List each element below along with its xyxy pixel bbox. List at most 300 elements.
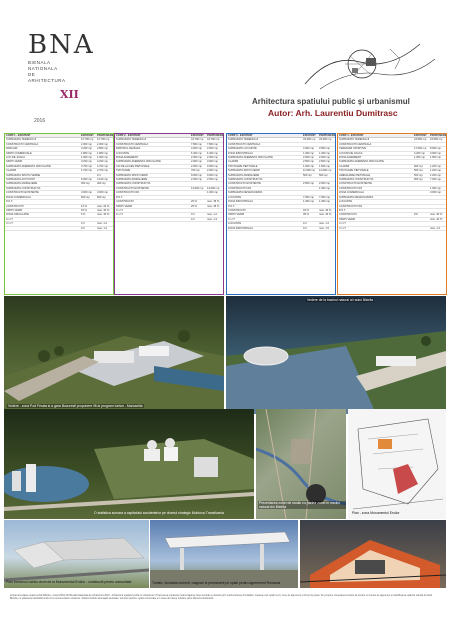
table-cell: 24.500 mp [414,138,427,142]
table-cell: SPATII COMERCIALE [6,151,32,155]
table-cell: 500 mp [414,173,423,177]
table-cell: 1.200 mp [430,164,441,168]
table-cell: 44.700 mp [191,138,204,142]
table-cell: 2% [414,213,418,217]
table-cell [319,205,335,208]
table-cell: 12.700 mp [97,138,110,142]
table-cell: 11.500 mp [303,169,316,173]
table-cell: 1.500 mp [319,164,330,168]
table-cell: CONSTRUCTII NOI [339,204,363,208]
table-cell: 12.000 mp [319,169,332,173]
table-cell: 500 mp [319,173,328,177]
table-cell: SUPRAFATA CONSTRUCTIA [228,178,263,182]
table-cell: SUPRAFATA AFERENTA CIRCULATIE [228,156,273,160]
table-cell: 2.000 mp [191,156,202,160]
table-cell: 2.500 mp [319,160,330,164]
table-cell [414,191,430,194]
table-cell [81,174,97,177]
table-cell: 1.500 mp [430,156,441,160]
table-cell: 4.200 mp [97,160,108,164]
table-cell: 2.700 mp [97,169,108,173]
table-row [115,218,223,222]
table-cell [414,200,430,203]
table-cell: SPATII VERZI [339,217,356,221]
col-header: EXISTENT [81,134,94,137]
table-cell: 6 % [81,213,86,217]
table-cell: AMENAJARE PIETONALE [339,173,371,177]
table-cell: TROTUARE PIETONALE [228,164,258,168]
table-cell [414,196,430,199]
table-cell: TROTUARE [116,169,131,173]
table-cell: 2.000 mp [191,178,202,182]
col-header: EXISTENT [191,134,204,137]
table-cell: 6.400 mp [207,151,218,155]
table-cell: 33.300 mp [319,138,332,142]
bna-logo [28,32,98,122]
table-cell [191,182,207,185]
table-cell [414,227,430,230]
table-row [227,227,335,231]
table-cell: 0.4 [97,173,101,177]
table-corp-1 [4,133,114,295]
table-cell: max. 35 % [207,200,220,204]
table-cell: 4.700 mp [97,164,108,168]
table-cell: 3.000 mp [430,191,441,195]
table-cell: CONSTRUCTII NOI [339,186,363,190]
table-cell: SUPRAFATA TERENULUI [339,138,370,142]
table-cell [97,218,113,221]
table-cell: 1.300 mp [303,151,314,155]
table-cell: 1.200 mp [430,169,441,173]
col-header: CORP 4 - EXISTENT [339,134,364,137]
table-cell: CONSTRUCTII NOI [228,186,252,190]
table-cell: 20 % [191,200,197,204]
caption-image-5: Plan - zona Monumentul Eroilor [352,511,400,515]
render-drawing [4,520,149,588]
table-cell: 1.000 mp [319,186,330,190]
satellite-map [256,409,346,519]
table-cell: 1.000 mp [207,191,218,195]
table-cell [430,209,446,212]
table-cell: 400 mp [97,182,106,186]
table-cell: SUPRAFATA TERENULUI [228,138,259,142]
table-cell: CLADIRI [228,160,239,164]
table-cell: CONSTRUCTII [339,213,357,217]
table-cell: max. 40 % [97,213,110,217]
table-cell: 2.000 mp [303,156,314,160]
table-cell: 2.500 mp [303,182,314,186]
table-cell [115,218,191,221]
table-cell [81,200,97,203]
table-cell: CONSTRUCTII [116,200,134,204]
table-cell: 14.000 mp [207,186,220,190]
table-cell: LOCUINTE [228,195,242,199]
table-cell: 3.500 mp [319,147,330,151]
table-cell: CONSTRUCTII [6,204,24,208]
table-cell: ZONA AGREMENT [116,156,139,160]
table-cell: 500 mp [303,173,312,177]
table-cell: max. 40 % [319,213,332,217]
table-cell: PARCARI [6,147,18,151]
table-cell: C.U.T. [339,222,347,226]
caption-image-7: Turistic, ticniciala comerti, magnari si permanent pe spatii pentru agreement Romania [152,581,281,585]
table-cell: LOC DE JOACA [6,156,26,160]
table-cell: 4.100 mp [97,178,108,182]
table-cell: CONSTRUCTII EXISTENTE [228,182,261,186]
table-cell: CLADIRI [6,169,17,173]
table-cell [303,218,319,221]
render-drawing [300,520,446,588]
table-cell: 25 % [191,204,197,208]
table-cell: 7.000 mp [303,195,314,199]
table-cell: P.O.T. [6,200,13,204]
table-cell: 3.200 mp [81,147,92,151]
logo-sub-1: BIENALA [28,60,51,65]
table-cell: 17.000 mp [414,147,427,151]
table-cell: SUPRAFATA CONSTRUCTIA [116,182,151,186]
table-cell: TROTUARE PIETONALE [339,169,369,173]
plan-drawing [348,409,446,519]
table-cell: CONSTRUCTII EXISTENTE [116,186,149,190]
table-cell [191,209,207,212]
table-cell [303,143,319,146]
table-cell: 1.700 mp [81,169,92,173]
table-cell: max. 1.2 [97,222,107,226]
table-cell: C.U.T. [6,222,14,226]
table-cell: ZONA CIRCULATIE [6,213,30,217]
table-cell: 2.300 mp [81,142,92,146]
table-cell: 2.000 mp [191,160,202,164]
table-cell [207,209,223,212]
table-cell: 600 mp [81,195,90,199]
table-cell [414,143,430,146]
table-cell: P.O.T. [339,208,346,212]
table-cell: ZONA INDUSTRIALA [228,151,253,155]
table-cell [414,160,430,163]
table-cell [430,196,446,199]
table-cell: 8.000 mp [430,147,441,151]
table-cell: SUPRAFATA SPATIU VERDE [6,173,41,177]
table-cell: SPATII VERZI [228,213,245,217]
table-cell: max. 1.5 [319,226,329,230]
table-corp-4 [337,133,447,295]
table-cell: CONSTRUCTII CENTRALA [116,142,149,146]
table-cell: 1.000 mp [81,156,92,160]
table-cell: max. 30 % [97,208,110,212]
table-cell: max. 1.2 [97,226,107,230]
table-cell [430,205,446,208]
caption-image-6: Plan tronsonul mediu drum de la Monumentul Eroilor - constructii pentru comunitate [6,580,132,584]
table-cell: SUPRAFATA TERENULUI [6,138,37,142]
table-cell: CONSTRUCTII EXISTENTE [6,191,39,195]
table-cell: 4.000 mp [303,147,314,151]
table-cell: C.U.T. [228,217,236,221]
col-header: EXISTENT [414,134,427,137]
col-header: CORP 1 - EXISTENT [6,134,31,137]
table-cell: P.O.T. [116,195,123,199]
table-cell [303,205,319,208]
table-cell: 1.000 mp [303,164,314,168]
table-cell: ZONA INDUSTRIALA [228,200,253,204]
render-pavilion [150,520,298,588]
table-cell: 0.3 [191,217,195,221]
table-cell: 1.800 mp [97,151,108,155]
table-cell: 13 % [81,204,87,208]
table-cell: 2.000 mp [191,164,202,168]
table-cell: 14.000 mp [191,186,204,190]
table-cell: C.U.T. [6,217,14,221]
table-cell: 3.000 mp [207,164,218,168]
table-cell: 6.400 mp [191,151,202,155]
table-corp-2 [114,133,224,295]
table-cell: 1.300 mp [319,151,330,155]
table-cell [5,227,81,230]
logo-sub-4: ARHITECTURA [28,78,66,83]
table-cell: 500 mp [414,169,423,173]
table-cell [430,160,446,163]
table-cell: max. 1.2 [319,222,329,226]
table-cell: SUPRAFATA DESFASURATA [339,195,374,199]
table-row [5,227,113,231]
table-cell: 1.800 mp [81,151,92,155]
table-cell: 3.000 mp [207,160,218,164]
site-plan-drawing [348,409,446,519]
table-cell [319,178,335,181]
table-cell: CLADIRI [339,164,350,168]
caption-image-1: Vedere - zona Pod Ferata si a gara Bucuresti propunere lift ai program turism - Marcantila [8,404,143,408]
table-cell: SUPRAFATA TERENULUI [116,138,147,142]
table-cell: CONSTRUCTII CENTRALA [339,142,372,146]
table-cell: 0.3 [81,226,85,230]
table-cell: 7.800 mp [191,142,202,146]
table-cell: 0.3 [303,226,307,230]
table-cell: SUPRAFATA SPATII VERZI [116,173,148,177]
table-cell: 2.500 mp [207,178,218,182]
table-cell: SUPRAFATA SPATII VERZI [228,169,260,173]
table-cell [319,218,335,221]
table-cell: CONSTRUCTII [228,208,246,212]
site-sketch-drawing [300,34,440,94]
col-header: PROPUNERE [319,134,335,137]
table-cell: 2.000 mp [319,182,330,186]
table-cell: 35 % [303,213,309,217]
table-cell: 7.000 mp [430,178,441,182]
table-cell: 18 % [303,208,309,212]
table-cell: 3.700 mp [81,164,92,168]
table-cell: P.O.T. [228,204,235,208]
table-cell: SPATII VERZI [6,160,23,164]
table-cell: 44.700 mp [207,138,220,142]
table-cell: 2.300 mp [97,142,108,146]
table-row [338,227,446,231]
table-cell [430,200,446,203]
col-header: PROPUNERE [97,134,113,137]
table-cell [303,178,319,181]
render-aerial-station [4,296,224,414]
table-cell: 1.000 mp [430,186,441,190]
table-cell: 3.000 mp [81,191,92,195]
table-cell: 600 mp [414,164,423,168]
table-cell [81,218,97,221]
table-cell: C.U.T. [116,208,124,212]
col-header: CORP 2 - EXISTENT [116,134,141,137]
table-cell: 1.000 mp [97,156,108,160]
table-cell: SUPRAFATA DESFASURATA [228,191,263,195]
table-cell: 9.000 mp [191,173,202,177]
table-cell: 4.600 mp [191,147,202,151]
render-drawing [150,520,298,588]
table-cell: CONSTRUCTII CENTRALA [228,142,261,146]
logo-number: XII [60,88,79,101]
table-cell: 9.000 mp [207,173,218,177]
table-cell: max. 45 % [207,204,220,208]
table-cell: 900 mp [414,178,423,182]
table-cell: 600 mp [97,195,106,199]
table-cell: CONSTRUCTII EXISTENTE [339,182,372,186]
logo-sub-2: NATIONALA [28,66,58,71]
table-cell: SUPRAFATA ANIMALIERE [6,182,38,186]
table-cell: 33.300 mp [303,138,316,142]
table-cell [191,191,207,194]
render-drawing [4,296,224,414]
project-author: Autor: Arh. Laurentiu Dumitrasc [268,108,398,118]
table-cell: SUPRAFATA ANIMALIERE [228,173,260,177]
caption-image-2: Vedere de la bazinul natural al raului Bistrita [307,298,374,302]
table-cell [414,218,430,221]
project-title: Arhitectura spatiului public și urbanismul [252,97,410,106]
table-cell [319,143,335,146]
table-cell [319,191,335,194]
table-cell: 6.000 mp [81,178,92,182]
table-cell [81,187,97,190]
table-cell [414,222,430,225]
table-cell: max. 30 % [430,213,443,217]
table-cell [207,196,223,199]
render-section-cut [300,520,446,588]
table-cell: PARTIDUL DE BAZA [116,147,141,151]
table-cell: max. 1.2 [207,213,217,217]
table-cell: ZONA AGREMENT [339,156,362,160]
table-cell [191,196,207,199]
table-cell: 1.300 mp [303,200,314,204]
render-drawing [226,296,446,414]
table-cell: LOCURI DE JOACA [339,151,363,155]
table-cell: 3.000 mp [97,191,108,195]
table-cell: SUPRAFATA LOCUINTE [228,147,257,151]
table-cell: max. 20 % [97,204,110,208]
logo-sub-3: DE [28,72,36,77]
table-cell: 0.4 [191,213,195,217]
table-corp-3 [226,133,336,295]
table-cell: 0.4 [303,222,307,226]
table-cell: ZONA COMERCIALA [339,191,364,195]
table-cell [303,191,319,194]
logo-year: 2016 [34,118,46,124]
table-cell: 2.000 mp [207,156,218,160]
caption-image-4: Prezentarea zonei de studiu cu partea zonei in mediul natural din Bistrita [258,501,346,509]
logo-text: BNA [28,30,95,60]
table-cell: 24.500 mp [430,138,443,142]
table-cell: 12.700 mp [81,138,94,142]
table-cell: 15 % [81,208,87,212]
table-cell: max. 1.2 [430,226,440,230]
table-cell: max. 1.3 [207,217,217,221]
col-header: PROPUNERE [430,134,446,137]
table-cell: 4.500 mp [207,147,218,151]
table-cell [97,200,113,203]
table-cell: 2.000 mp [319,156,330,160]
table-cell: LOCUINTE [228,222,242,226]
table-cell: SUPRAFATA AFERENTA CIRCULATIE [116,160,161,164]
table-cell: CAI DE ACCES PIETONALE [116,164,150,168]
table-cell: 700 mp [191,169,200,173]
table-cell: SUPRAFATA ACTIVITATI [6,178,36,182]
table-cell: TERENURI SPORTIVE [339,147,367,151]
table-cell: 1.300 mp [319,200,330,204]
table-cell: 1.200 mp [430,173,441,177]
table-cell [414,182,430,185]
render-lake-statistics [4,409,254,519]
table-cell: 3.200 mp [81,160,92,164]
table-cell: 1.000 mp [414,156,425,160]
table-cell: 7.000 mp [319,195,330,199]
col-header: EXISTENT [303,134,316,137]
table-cell: SPATII VERZI [6,208,23,212]
render-drawing [4,409,254,519]
table-cell: SUPRAFATA CONSTRUCTIA [6,186,41,190]
table-cell: ZONA INDUSTRIALA [228,226,253,230]
table-cell: 300 mp [81,182,90,186]
table-cell: ZONA COMERCIALA [6,195,31,199]
table-cell: SPATII VERZI [116,204,133,208]
caption-image-3: O statistica sumara a capitalului accidentelor pe drumul strategic Moldova-Transilvania [94,511,224,515]
table-cell: 2.800 mp [97,147,108,151]
table-cell: LOCUINTE [116,151,130,155]
table-cell: max. 30 % [319,208,332,212]
table-cell: CONSTRUCTII CENTRALA [6,142,39,146]
table-cell [207,182,223,185]
footer-description: Actual amenajare spatiu public Bistrita - proiect BNA XII Bienala Nationala de Arhitectura 2016 - Arhitectura spatiului public si urbanismul. Propunerea urmareste reamenajarea zonei centrale a orasului prin restructurarea circulatiilor, crearea unor spatii verzi, zone de agrement si locuri de joaca. Se propune conectarea zonelor de locuire cu zonele de agrement si valorificarea cadrului natural al raului Bistrita, cu pastrarea identitatii locului si a monumentelor existente. Solutia include amenajari pietonale, terenuri sportive, spatii comerciale si o retea de trasee turistice catre Monumentul Eroilor. [10,594,433,601]
table-cell [430,182,446,185]
table-cell: 0.4 [81,222,85,226]
table-cell: 2.500 mp [303,160,314,164]
table-cell: 3.000 mp [430,151,441,155]
table-cell [303,187,319,190]
table-cell [414,209,430,212]
table-cell: 7.800 mp [207,142,218,146]
table-cell: LOCUINTE [339,200,353,204]
table-cell [414,205,430,208]
table-cell: SUPRAFATA ANIMALIERE [116,178,148,182]
col-header: CORP 3 - EXISTENT [228,134,253,137]
table-cell: 4.200 mp [414,151,425,155]
table-cell: C.U.T. [116,213,124,217]
table-cell: 2.000 mp [207,169,218,173]
table-cell: SUPRAFATA AFERENTA CIRCULATIE [339,160,384,164]
render-river-view [226,296,446,414]
table-cell: CONSTRUCTII NOI [116,191,140,195]
table-cell [430,143,446,146]
table-cell: SUPRAFATA AFERENTA CIRCULATIE [6,164,51,168]
table-cell [430,222,446,225]
table-cell [97,187,113,190]
table-cell: SUPRAFATA CONSTRUCTIA [339,178,374,182]
table-cell [414,187,430,190]
table-cell: C.U.T. [339,226,347,230]
render-monument-road [4,520,149,588]
col-header: PROPUNERE [207,134,223,137]
table-cell: max. 40 % [430,217,443,221]
